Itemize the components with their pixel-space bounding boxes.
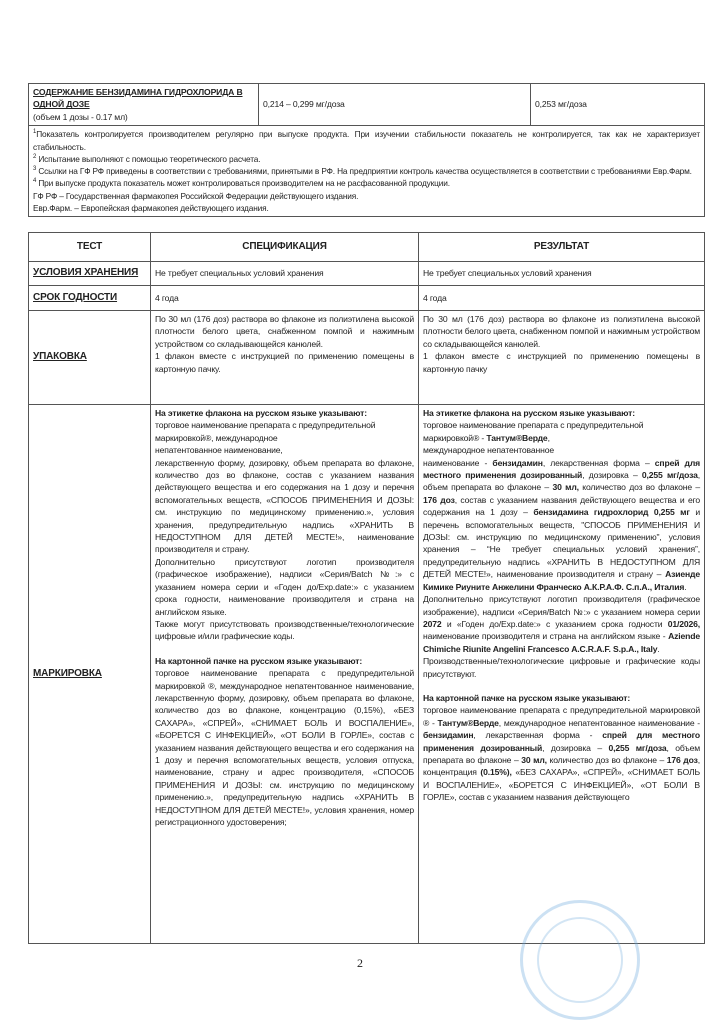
paragraph xyxy=(155,655,414,667)
spec-cell xyxy=(151,405,419,944)
test-name: УСЛОВИЯ ХРАНЕНИЯ xyxy=(29,262,151,286)
paragraph xyxy=(155,667,414,828)
row-shelf-life xyxy=(29,286,705,311)
footnote-marker: 4 xyxy=(33,178,37,185)
test-name: СРОК ГОДНОСТИ xyxy=(29,286,151,311)
text-segment: 30 мл, xyxy=(521,754,547,765)
paragraph xyxy=(155,419,414,431)
text-segment: и «Годен до/Exp.date:» с указанием срока годности xyxy=(441,618,668,629)
footnote xyxy=(33,128,700,153)
footnotes xyxy=(29,126,705,217)
text-segment: , лекарственная форма – xyxy=(542,457,655,468)
header-test: ТЕСТ xyxy=(29,233,151,262)
test-name: МАРКИРОВКА xyxy=(29,405,151,944)
footnote-text: При выпуске продукта показатель может контролироваться производителем на не расфасованной продукции. xyxy=(36,178,450,189)
text-segment: , дозировка – xyxy=(582,470,642,481)
paragraph-spacer xyxy=(155,643,414,655)
text-segment: На этикетке флакона на русском языке указывают: xyxy=(155,408,367,418)
text-segment: Тантум®Верде xyxy=(486,432,548,443)
paragraph xyxy=(155,618,414,643)
text-segment: бензидамина гидрохлорид 0,255 мг xyxy=(533,507,690,518)
text-segment: количество доз во флаконе – xyxy=(578,482,700,493)
paragraph xyxy=(155,407,414,419)
paragraph xyxy=(423,692,700,704)
paragraph: По 30 мл (176 доз) раствора во флаконе из полиэтилена высокой плотности белого цвета, снабженном помпой и нажимным устройством со складывающейся канюлей. xyxy=(423,314,700,349)
text-segment: маркировкой® - xyxy=(423,432,487,443)
footnote-text: Испытание выполняют с помощью теоретического расчета. xyxy=(36,153,261,164)
test-cell xyxy=(29,84,259,126)
result-cell: Не требует специальных условий хранения xyxy=(419,262,705,286)
text-segment: лекарственную форму, дозировку, объем препарата во флаконе, количество доз во флаконе, состав с указанием названия действующего вещества и его содержания на 1 дозу и перечня вспомогательных веществ, «СПОСОБ ПРИМЕНЕНИЯ И ДОЗЫ: см. инструкцию по медицинскому применению.», условия хранения, предупредительную надпись «ХРАНИТЬ В НЕДОСТУПНОМ ДЛЯ ДЕТЕЙ МЕСТЕ!», наименование производителя и страну. xyxy=(155,457,414,555)
paragraph: 1 флакон вместе с инструкцией по применению помещены в картонную пачку. xyxy=(155,351,414,374)
result-cell: 4 года xyxy=(419,286,705,311)
text-segment: 2072 xyxy=(423,618,442,629)
spec-cell: 0,214 – 0,299 мг/доза xyxy=(259,84,531,126)
footnote xyxy=(33,202,700,214)
text-segment: . xyxy=(657,643,660,654)
text-segment: торговое наименование препарата с предупредительной xyxy=(423,420,644,431)
text-segment: Также могут присутствовать производственные/технологические цифровые и/или графические коды. xyxy=(155,618,414,642)
text-segment: торговое наименование препарата с предупредительной маркировкой ® - xyxy=(423,705,700,728)
row-storage xyxy=(29,262,705,286)
page-number: 2 xyxy=(357,956,363,970)
text-segment: Дополнительно присутствуют логотип производителя (графическое изображение), надписи «Серия/Batch №:» с указанием номера серии xyxy=(423,594,700,617)
footnote-marker: 1 xyxy=(33,129,37,136)
header-row xyxy=(29,233,705,262)
paragraph-spacer xyxy=(423,680,700,692)
text-segment: Производственные/технологические цифровые и графические коды присутствуют. xyxy=(423,656,700,679)
text-segment: и перечень вспомогательных веществ, "СПОСОБ ПРИМЕНЕНИЯ И ДОЗЫ: см. инструкцию по медицинскому применению", условия хранения – “Не требует специальных условий хранения”, предупредительную надпись «ХРАНИТЬ В НЕДОСТУПНОМ ДЛЯ ДЕТЕЙ МЕСТЕ!», наименование производителя и страну – xyxy=(423,507,700,580)
paragraph: По 30 мл (176 доз) раствора во флаконе из полиэтилена высокой плотности белого цвета, снабженном помпой и нажимным устройством со складывающейся канюлей. xyxy=(155,314,414,349)
text-segment: Азиенде Кимике Риуните Анжелини Франческо А.К.Р.А.Ф. С.п.А., Италия xyxy=(423,569,700,592)
table-row xyxy=(29,84,705,126)
test-name: УПАКОВКА xyxy=(29,311,151,405)
footnote-marker: 2 xyxy=(33,154,37,161)
text-segment: спрей для местного применения дозированный xyxy=(423,730,701,753)
spec-cell: 4 года xyxy=(151,286,419,311)
text-segment: Дополнительно присутствуют логотип производителя (графическое изображение), надписи «Серия/Batch №:» с указанием номера серии и «Годен до/Exp.date:» с указанием срока годности, наименование производителя и страна на английском языке. xyxy=(155,556,414,617)
assay-table xyxy=(28,83,705,217)
text-segment: , состав с указанием названия действующего вещества и его содержания на 1 дозу – xyxy=(423,494,700,518)
text-segment: 0,255 мг/доза xyxy=(641,470,698,481)
row-marking xyxy=(29,405,705,944)
row-packaging xyxy=(29,311,705,405)
paragraph xyxy=(423,704,700,803)
text-segment: непатентованное наименование, xyxy=(155,445,283,456)
footnote-text: ГФ РФ – Государственная фармакопея Российской Федерации действующего издания. xyxy=(33,190,359,201)
text-segment: наименование - xyxy=(423,457,493,468)
paragraph xyxy=(155,457,414,556)
text-segment: На картонной пачке на русском языке указывают: xyxy=(423,692,631,703)
result-cell xyxy=(419,311,705,405)
spec-cell: Не требует специальных условий хранения xyxy=(151,262,419,286)
text-segment: торговое наименование препарата с предупредительной xyxy=(155,420,376,431)
text-segment: 0,255 мг/доза xyxy=(608,742,667,753)
text-segment: (0.15%), xyxy=(480,767,512,778)
footnote xyxy=(33,190,700,202)
paragraph xyxy=(423,444,700,456)
spec-cell xyxy=(151,311,419,405)
text-segment: Тантум®Верде xyxy=(437,717,499,728)
text-segment: , объем препарата во флаконе – xyxy=(423,470,700,493)
paragraph xyxy=(423,457,700,593)
footnote-text: Ссылки на ГФ РФ приведены в соответствии с требованиями, принятыми в РФ. На предприятии контроль качества осуществляется в соответствии с требованиями Евр.Фарм. xyxy=(36,166,692,177)
text-segment: бензидамин xyxy=(423,730,474,741)
text-segment: , объем препарата во флаконе – xyxy=(423,742,700,765)
text-segment: , международное непатентованное наименование - xyxy=(498,717,700,728)
text-segment: , лекарственная форма - xyxy=(473,730,603,741)
text-segment: 01/2026, xyxy=(667,618,700,629)
paragraph xyxy=(423,407,700,419)
header-spec: СПЕЦИФИКАЦИЯ xyxy=(151,233,419,262)
paragraph xyxy=(155,556,414,618)
paragraph xyxy=(423,655,700,680)
header-result: РЕЗУЛЬТАТ xyxy=(419,233,705,262)
test-name: СОДЕРЖАНИЕ БЕНЗИДАМИНА ГИДРОХЛОРИДА В ОДНОЙ ДОЗЕ xyxy=(33,87,243,110)
footnote xyxy=(33,153,700,165)
text-segment: количество доз во флаконе – xyxy=(546,754,667,765)
text-segment: , xyxy=(547,432,550,443)
text-segment: маркировкой®, международное xyxy=(155,432,278,443)
text-segment: международное непатентованное xyxy=(423,445,554,456)
text-segment: , концентрация xyxy=(423,754,700,778)
footnotes-row xyxy=(29,126,705,217)
footnote xyxy=(33,177,700,189)
paragraph: 1 флакон вместе с инструкцией по применению помещены в картонную пачку xyxy=(423,351,700,374)
footnote-marker: 3 xyxy=(33,166,37,173)
footnote-text: Показатель контролируется производителем регулярно при выпуске продукта. При изучении стабильности показатель не контролируется, так как не характеризует стабильность. xyxy=(33,129,700,152)
text-segment: наименование производителя и страна на английском языке - xyxy=(423,631,669,642)
text-segment: «БЕЗ САХАРА», «СПРЕЙ», «СНИМАЕТ БОЛЬ И ВОСПАЛЕНИЕ», «БОРЕТСЯ С ИНФЕКЦИЕЙ», «ОТ БОЛИ В ГОРЛЕ», состав с указанием названия действующего xyxy=(423,767,700,803)
text-segment: . xyxy=(684,581,687,592)
test-note: (объем 1 дозы - 0.17 мл) xyxy=(33,111,128,122)
text-segment: спрей для местного применения дозированный xyxy=(423,457,701,481)
text-segment: торговое наименование препарата с предупредительной маркировкой ®, международное непатентованное наименование, лекарственную форму, дозировку, объем препарата во флаконе, количество доз во флаконе, концентрацию (0,15%), «БЕЗ САХАРА», «СПРЕЙ», «СНИМАЕТ БОЛЬ И ВОСПАЛЕНИЕ», «БОРЕТСЯ С ИНФЕКЦИЕЙ», «ОТ БОЛИ В ГОРЛЕ», состав с указанием названия действующего вещества и его содержания на 1 дозу и перечня вспомогательных веществ, условия отпуска, наименование, страну и адрес производителя, «СПОСОБ ПРИМЕНЕНИЯ И ДОЗЫ: см. инструкцию по медицинскому применению.», предупредительную надпись «ХРАНИТЬ В НЕДОСТУПНОМ ДЛЯ ДЕТЕЙ МЕСТЕ!», условия хранения, номер регистрационного удостоверения; xyxy=(155,668,414,827)
paragraph xyxy=(423,432,700,444)
result-cell: 0,253 мг/доза xyxy=(531,84,705,126)
text-segment: 30 мл, xyxy=(552,482,579,493)
text-segment: , дозировка – xyxy=(542,742,609,753)
text-segment: Aziende Chimiche Riunite Angelini Francesco A.C.R.A.F. S.p.A., Italy xyxy=(423,631,700,654)
paragraph xyxy=(423,593,700,655)
text-segment: На этикетке флакона на русском языке указывают: xyxy=(423,408,635,418)
text-segment: На картонной пачке на русском языке указывают: xyxy=(155,655,363,666)
specification-table xyxy=(28,232,705,944)
footnote-text: Евр.Фарм. – Европейская фармакопея действующего издания. xyxy=(33,203,269,213)
text-segment: бензидамин xyxy=(492,457,543,468)
paragraph xyxy=(423,419,700,431)
text-segment: 176 доз xyxy=(423,494,455,505)
paragraph xyxy=(155,432,414,444)
paragraph xyxy=(155,444,414,456)
text-segment: 176 доз xyxy=(666,754,698,765)
result-cell xyxy=(419,405,705,944)
footnote xyxy=(33,165,700,177)
